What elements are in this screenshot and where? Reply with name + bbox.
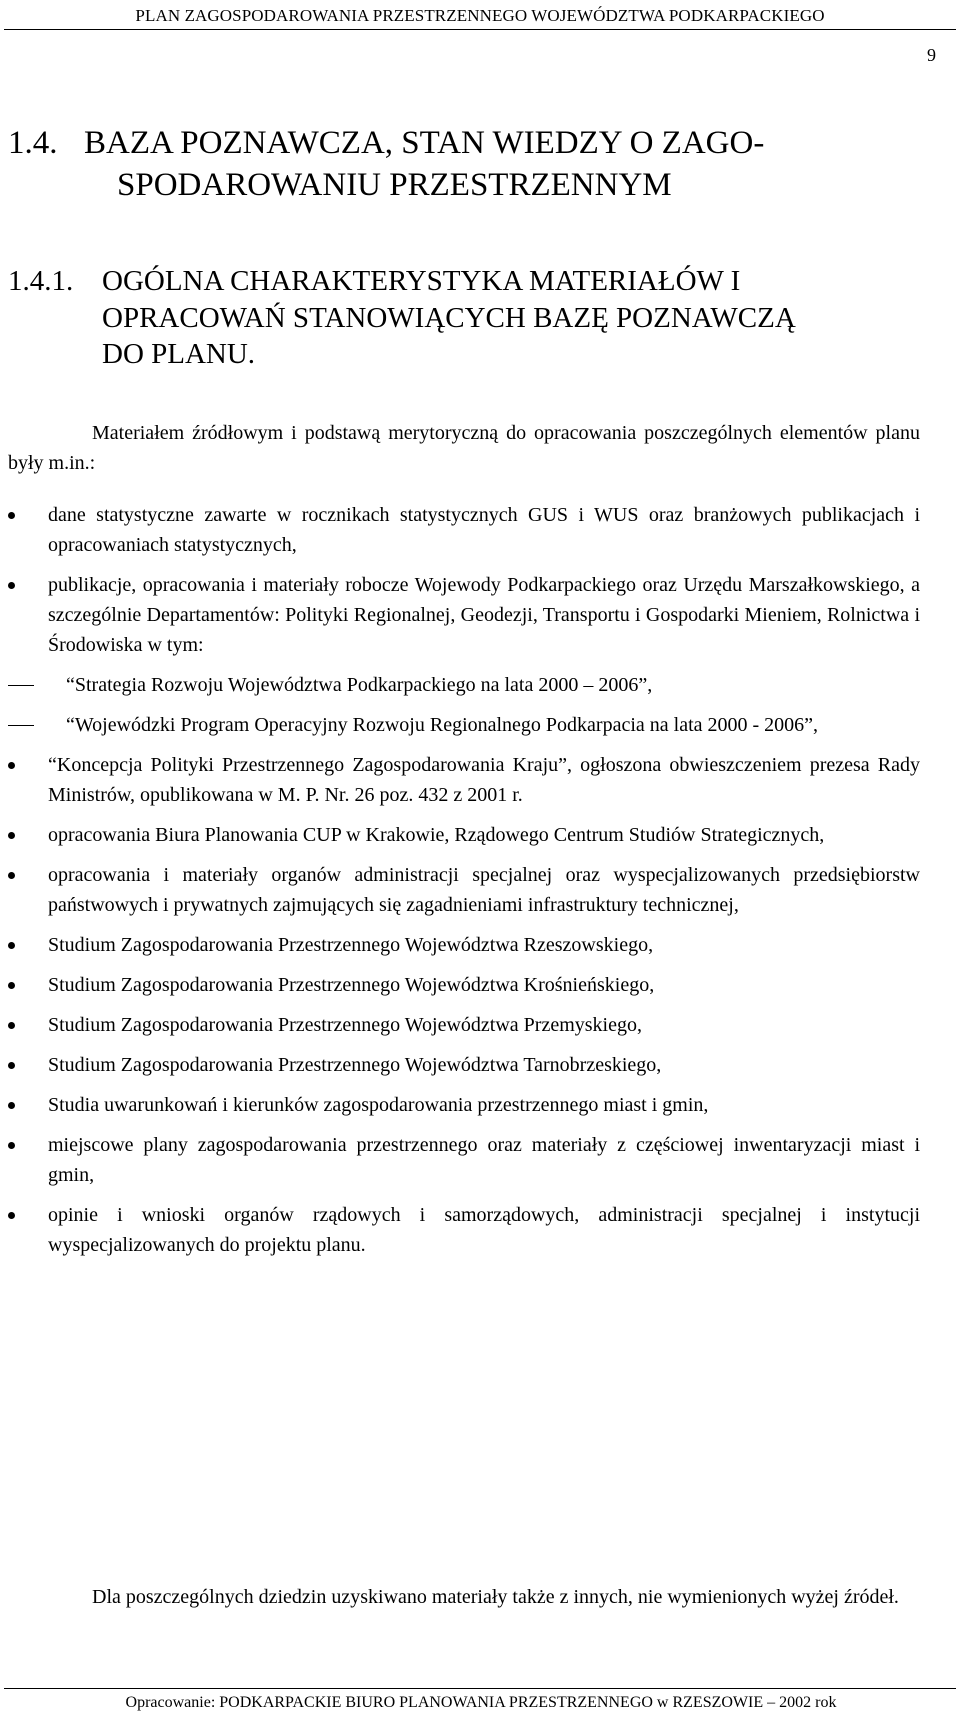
list-item-text: opinie i wnioski organów rządowych i samorządowych, administracji specjalnej i instytucji wyspecjalizowanych do projektu planu.	[48, 1204, 920, 1256]
bullet-icon	[8, 832, 15, 839]
subsection-heading-line-1	[8, 263, 796, 300]
section-title-line-2: SPODAROWANIU PRZESTRZENNYM	[117, 167, 672, 203]
dash-icon	[8, 685, 34, 686]
closing-paragraph	[8, 1577, 920, 1617]
list-item-text: Studia uwarunkowań i kierunków zagospodarowania przestrzennego miast i gmin,	[48, 1094, 709, 1116]
bullet-icon	[8, 1212, 15, 1219]
dash-icon	[8, 725, 34, 726]
bullet-icon	[8, 1022, 15, 1029]
list-item-text: dane statystyczne zawarte w rocznikach statystycznych GUS i WUS oraz branżowych publikacjach i opracowaniach statystycznych,	[48, 504, 920, 556]
section-heading	[8, 122, 764, 206]
page-footer: Opracowanie: PODKARPACKIE BIURO PLANOWANIA PRZESTRZENNEGO w RZESZOWIE – 2002 rok	[125, 1694, 837, 1711]
list-item	[0, 750, 920, 810]
list-item-text: “Wojewódzki Program Operacyjny Rozwoju Regionalnego Podkarpacia na lata 2000 - 2006”,	[66, 714, 819, 736]
list-item	[0, 1090, 920, 1120]
intro-paragraph	[8, 418, 920, 478]
source-list	[0, 500, 920, 1270]
list-item	[0, 1130, 920, 1190]
list-item	[0, 930, 920, 960]
list-item	[0, 570, 920, 660]
bullet-icon	[8, 762, 15, 769]
subsection-title-line-3: DO PLANU.	[102, 338, 256, 370]
list-item	[0, 500, 920, 560]
section-title-line-1: BAZA POZNAWCZA, STAN WIEDZY O ZAGO-	[84, 125, 765, 161]
footer-divider	[4, 1688, 956, 1689]
bullet-icon	[8, 1102, 15, 1109]
bullet-icon	[8, 1142, 15, 1149]
subsection-title-line-1: OGÓLNA CHARAKTERYSTYKA MATERIAŁÓW I	[102, 265, 741, 297]
list-item	[0, 1200, 920, 1260]
list-item-text: miejscowe plany zagospodarowania przestrzennego oraz materiały z częściowej inwentaryzacji miast i gmin,	[48, 1134, 920, 1186]
list-item-text: “Strategia Rozwoju Województwa Podkarpackiego na lata 2000 – 2006”,	[66, 674, 653, 696]
bullet-icon	[8, 942, 15, 949]
running-header: PLAN ZAGOSPODAROWANIA PRZESTRZENNEGO WOJEWÓDZTWA PODKARPACKIEGO	[135, 6, 825, 25]
section-heading-line-1	[8, 122, 764, 164]
list-item	[0, 820, 920, 850]
header-divider	[4, 29, 956, 30]
list-item	[0, 710, 920, 740]
list-item	[0, 670, 920, 700]
list-item	[0, 1050, 920, 1080]
list-item-text: Studium Zagospodarowania Przestrzennego Województwa Rzeszowskiego,	[48, 934, 654, 956]
bullet-icon	[8, 512, 15, 519]
list-item-text: opracowania i materiały organów administracji specjalnej oraz wyspecjalizowanych przedsiębiorstw państwowych i prywatnych zajmujących się zagadnieniami infrastruktury technicznej,	[48, 864, 920, 916]
closing-text: Dla poszczególnych dziedzin uzyskiwano materiały także z innych, nie wymienionych wyżej źródeł.	[92, 1586, 899, 1608]
list-item	[0, 860, 920, 920]
list-item-text: publikacje, opracowania i materiały robocze Wojewody Podkarpackiego oraz Urzędu Marszałkowskiego, a szczególnie Departamentów: Polityki Regionalnej, Geodezji, Transportu i Gospodarki Mieniem, Rolnictwa i Środowiska w tym:	[48, 574, 920, 656]
list-item-text: Studium Zagospodarowania Przestrzennego Województwa Krośnieńskiego,	[48, 974, 655, 996]
bullet-icon	[8, 982, 15, 989]
list-item-text: “Koncepcja Polityki Przestrzennego Zagospodarowania Kraju”, ogłoszona obwieszczeniem prezesa Rady Ministrów, opublikowana w M. P. Nr. 26 poz. 432 z 2001 r.	[48, 754, 920, 806]
subsection-number: 1.4.1.	[8, 265, 74, 297]
bullet-icon	[8, 1062, 15, 1069]
bullet-icon	[8, 582, 15, 589]
list-item-text: Studium Zagospodarowania Przestrzennego Województwa Przemyskiego,	[48, 1014, 642, 1036]
list-item	[0, 970, 920, 1000]
bullet-icon	[8, 872, 15, 879]
subsection-heading	[8, 263, 796, 373]
section-number: 1.4.	[8, 125, 58, 161]
list-item	[0, 1010, 920, 1040]
page-number: 9	[927, 45, 936, 65]
list-item-text: opracowania Biura Planowania CUP w Krakowie, Rządowego Centrum Studiów Strategicznych,	[48, 824, 825, 846]
list-item-text: Studium Zagospodarowania Przestrzennego Województwa Tarnobrzeskiego,	[48, 1054, 662, 1076]
intro-text: Materiałem źródłowym i podstawą merytoryczną do opracowania poszczególnych elementów planu były m.in.:	[8, 422, 920, 474]
subsection-title-line-2: OPRACOWAŃ STANOWIĄCYCH BAZĘ POZNAWCZĄ	[102, 301, 796, 334]
